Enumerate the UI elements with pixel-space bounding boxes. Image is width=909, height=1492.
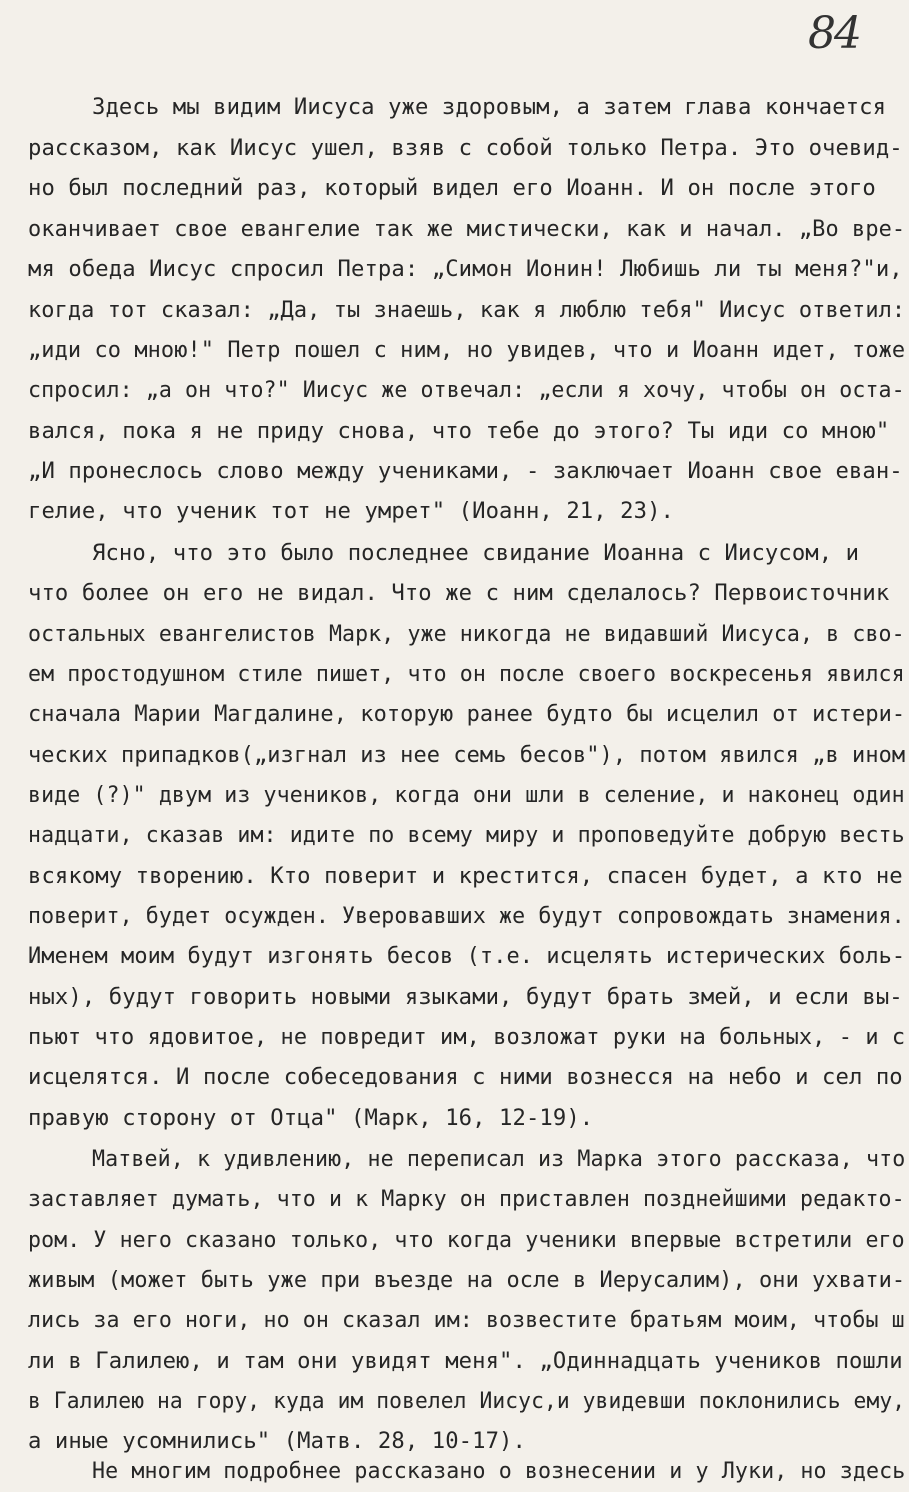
- text-line: в Галилею на гору, куда им повелел Иисус,и увидевши поклонились ему,: [28, 1388, 906, 1414]
- text-line: ческих припадков(„изгнал из нее семь бесов"), потом явился „в ином: [28, 742, 906, 768]
- text-line: всякому творению. Кто поверит и крестится, спасен будет, а кто не: [28, 863, 903, 889]
- text-line: мя обеда Иисус спросил Петра: „Симон Ионин! Любишь ли ты меня?"и,: [28, 256, 903, 282]
- text-line: „иди со мною!" Петр пошел с ним, но увидев, что и Иоанн идет, тоже: [28, 337, 906, 363]
- text-line: пьют что ядовитое, не повредит им, возложат руки на больных, - и с: [28, 1024, 906, 1050]
- text-line: живым (может быть уже при въезде на осле в Иерусалим), они ухвати-: [28, 1267, 906, 1293]
- text-line: спросил: „а он что?" Иисус же отвечал: „если я хочу, чтобы он оста-: [28, 377, 905, 403]
- text-line: исцелятся. И после собеседования с ними вознесся на небо и сел по: [28, 1064, 903, 1090]
- text-line: правую сторону от Отца" (Марк, 16, 12-19).: [28, 1105, 594, 1131]
- text-line: а иные усомнились" (Матв. 28, 10-17).: [28, 1428, 526, 1454]
- text-line: рассказом, как Иисус ушел, взяв с собой только Петра. Это очевид-: [28, 135, 903, 161]
- page-number: 84: [808, 8, 860, 59]
- text-line: ли в Галилею, и там они увидят меня". „Одиннадцать учеников пошли: [28, 1348, 903, 1374]
- text-line: ром. У него сказано только, что когда ученики впервые встретили его: [28, 1227, 905, 1253]
- text-line: остальных евангелистов Марк, уже никогда не видавший Иисуса, в сво-: [28, 621, 905, 647]
- text-line: когда тот сказал: „Да, ты знаешь, как я люблю тебя" Иисус ответил:: [28, 297, 906, 323]
- text-line: виде (?)" двум из учеников, когда они шли в селение, и наконец один: [28, 782, 905, 808]
- text-line: ных), будут говорить новыми языками, будут брать змей, и если вы-: [28, 984, 903, 1010]
- text-line: Здесь мы видим Иисуса уже здоровым, а затем глава кончается: [92, 94, 887, 120]
- text-line: „И пронеслось слово между учениками, - заключает Иоанн свое еван-: [28, 458, 903, 484]
- text-line: сначала Марии Магдалине, которую ранее будто бы исцелил от истери-: [28, 701, 906, 727]
- text-line: Матвей, к удивлению, не переписал из Марка этого рассказа, что: [92, 1146, 906, 1172]
- text-line: заставляет думать, что и к Марку он приставлен позднейшими редакто-: [28, 1186, 905, 1212]
- text-line: вался, пока я не приду снова, что тебе до этого? Ты иди со мною": [28, 418, 890, 444]
- text-line: Именем моим будут изгонять бесов (т.е. исцелять истерических боль-: [28, 943, 906, 969]
- text-line: ем простодушном стиле пишет, что он после своего воскресенья явился: [28, 661, 905, 687]
- text-line: но был последний раз, который видел его Иоанн. И он после этого: [28, 175, 876, 201]
- text-line: поверит, будет осужден. Уверовавших же будут сопровождать знамения.: [28, 903, 905, 929]
- text-line: Ясно, что это было последнее свидание Иоанна с Иисусом, и: [92, 540, 860, 566]
- text-line: Не многим подробнее рассказано о вознесении и у Луки, но здесь: [92, 1458, 906, 1484]
- text-line: надцати, сказав им: идите по всему миру и проповедуйте добрую весть: [28, 822, 905, 848]
- text-line: лись за его ноги, но он сказал им: возвестите братьям моим, чтобы ш: [28, 1307, 905, 1333]
- text-line: что более он его не видал. Что же с ним сделалось? Первоисточник: [28, 580, 890, 606]
- text-line: оканчивает свое евангелие так же мистически, как и начал. „Во вре-: [28, 216, 906, 242]
- text-line: гелие, что ученик тот не умрет" (Иоанн, 21, 23).: [28, 498, 674, 524]
